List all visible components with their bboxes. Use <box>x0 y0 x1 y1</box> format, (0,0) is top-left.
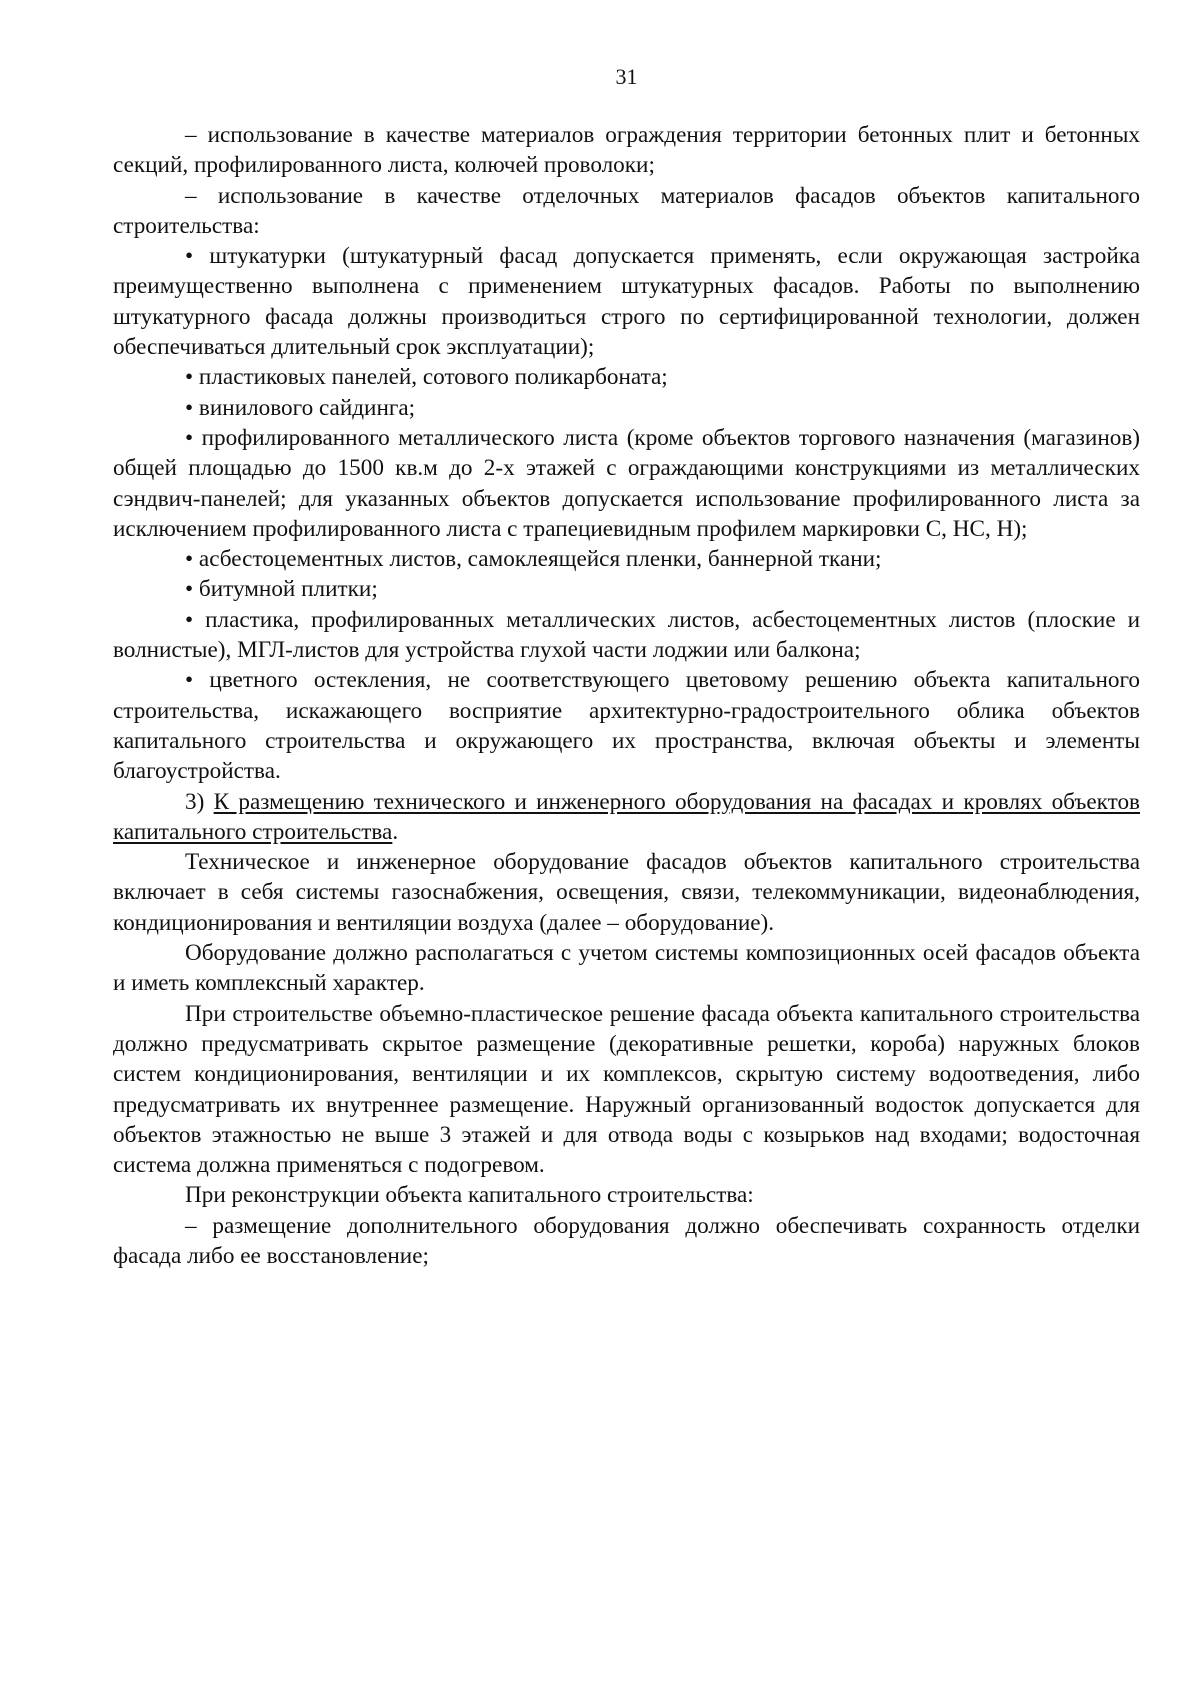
section-title: К размещению технического и инженерного оборудования на фасадах и кровлях объектов капитального строительства <box>113 788 1140 845</box>
section-title-end: . <box>392 818 399 845</box>
bullet-plastic-panels: • пластиковых панелей, сотового поликарбоната; <box>113 362 1140 392</box>
bullet-loggia-materials: • пластика, профилированных металлических листов, асбестоцементных листов (плоские и волнистые), МГЛ-листов для устройства глухой части лоджии или балкона; <box>113 605 1140 666</box>
bullet-colored-glazing: • цветного остекления, не соответствующего цветовому решению объекта капитального строительства, искажающего восприятие архитектурно-градостроительного облика объектов капитального строительства и окружающего их пространства, включая объекты и элементы благоустройства. <box>113 665 1140 786</box>
bullet-asbestos-sheets: • асбестоцементных листов, самоклеящейся пленки, баннерной ткани; <box>113 544 1140 574</box>
paragraph-finishing-materials: – использование в качестве отделочных материалов фасадов объектов капитального строительства: <box>113 182 1140 239</box>
page-number: 31 <box>615 64 638 89</box>
paragraph-reconstruction: При реконструкции объекта капитального строительства: <box>185 1182 754 1209</box>
bullet-profiled-sheet: • профилированного металлического листа (кроме объектов торгового назначения (магазинов) общей площадью до 1500 кв.м до 2-х этажей с ограждающими конструкциями из металлических сэндвич-панелей; для указанных объектов допускается использование профилированного листа за исключением профилированного листа с трапециевидным профилем маркировки С, НС, Н); <box>113 423 1140 544</box>
bullet-vinyl-siding: • винилового сайдинга; <box>113 393 1140 423</box>
section-heading <box>113 787 1140 848</box>
bullet-bitumen-tile: • битумной плитки; <box>113 574 1140 604</box>
paragraph-equipment-axes: Оборудование должно располагаться с учетом системы композиционных осей фасадов объекта и иметь комплексный характер. <box>113 940 1140 997</box>
bullet-plaster: • штукатурки (штукатурный фасад допускается применять, если окружающая застройка преимущественно выполнена с применением штукатурных фасадов. Работы по выполнению штукатурного фасада должны производиться строго по сертифицированной технологии, должен обеспечиваться длительный срок эксплуатации); <box>113 241 1140 362</box>
paragraph-fence-materials: – использование в качестве материалов ограждения территории бетонных плит и бетонных секций, профилированного листа, колючей проволоки; <box>113 122 1140 179</box>
section-number: 3) <box>185 788 214 815</box>
paragraph-additional-equipment: – размещение дополнительного оборудования должно обеспечивать сохранность отделки фасада либо ее восстановление; <box>113 1212 1140 1269</box>
paragraph-equipment-definition: Техническое и инженерное оборудование фасадов объектов капитального строительства включает в себя системы газоснабжения, освещения, связи, телекоммуникации, видеонаблюдения, кондиционирования и вентиляции воздуха (далее – оборудование). <box>113 849 1140 936</box>
paragraph-construction-placement: При строительстве объемно-пластическое решение фасада объекта капитального строительства должно предусматривать скрытое размещение (декоративные решетки, короба) наружных блоков систем кондиционирования, вентиляции и их комплексов, скрытую систему водоотведения, либо предусматривать их внутреннее размещение. Наружный организованный водосток допускается для объектов этажностью не выше 3 этажей и для отвода воды с козырьков над входами; водосточная система должна применяться с подогревом. <box>113 1000 1140 1179</box>
